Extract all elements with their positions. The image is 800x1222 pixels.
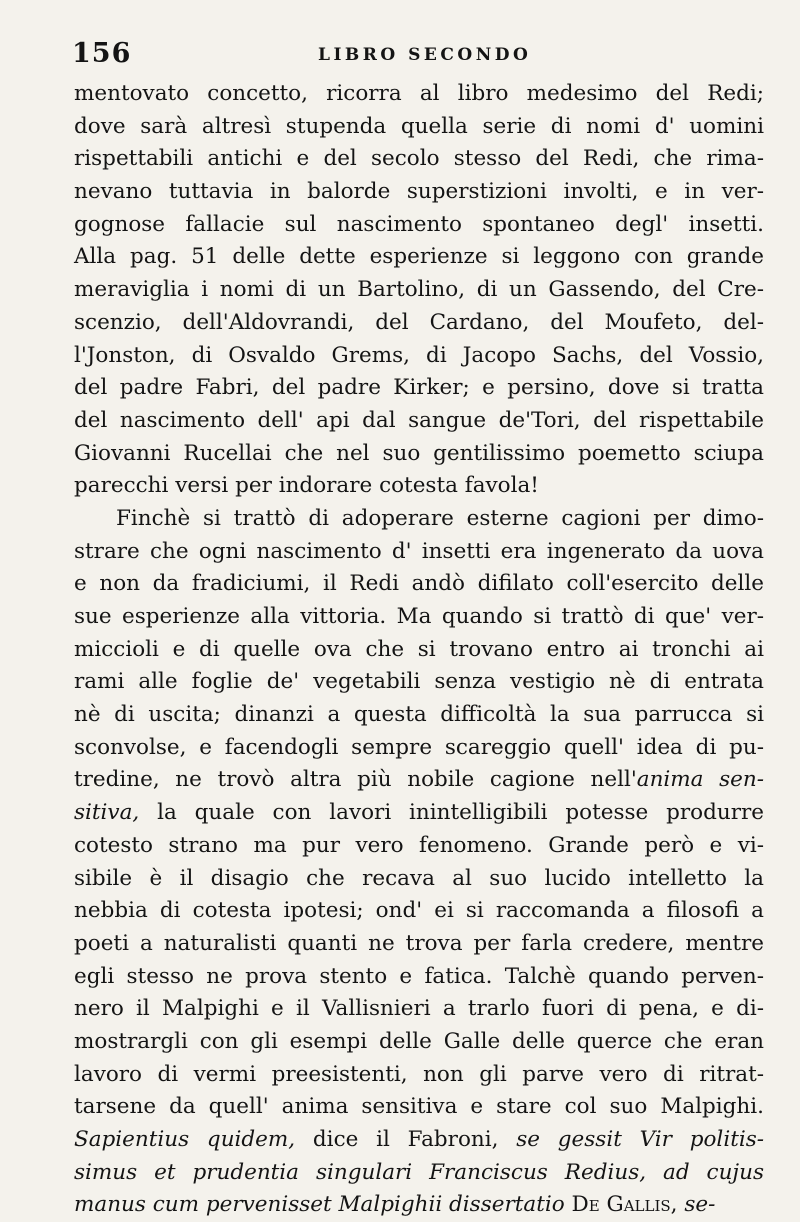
text-line [74,895,764,928]
text-line [74,274,764,307]
text-line [74,1059,764,1092]
text-run: sibile è il disagio che recava al suo lucido intelletto la [74,865,764,891]
text-line [74,372,764,405]
text-run: dice il Fabroni, [295,1127,517,1152]
text-run: tredine, ne trovò altra più nobile cagione nell' [74,767,637,793]
text-line [74,143,764,176]
text-run: Giovanni Rucellai che nel suo gentilissimo poemetto sciupa [74,440,764,466]
body-text [74,78,764,1222]
text-run: scenzio, dell'Aldovrandi, del Cardano, del Moufeto, del- [74,309,764,335]
text-line [74,405,764,438]
text-line [74,1091,764,1124]
text-run: lavoro di vermi preesistenti, non gli parve vero di ritrat- [74,1061,764,1087]
text-line [74,601,764,634]
italic-text: anima sen- [636,767,764,793]
text-line [74,209,764,242]
text-run: nè di uscita; dinanzi a questa difficoltà la sua parrucca si [74,702,764,728]
text-line [74,863,764,896]
text-run: egli stesso ne prova stento e fatica. Talchè quando perven- [74,963,764,989]
text-line [74,993,764,1026]
page-number: 156 [72,38,132,69]
text-run: strare che ogni nascimento d' insetti era ingenerato da uova [74,538,764,564]
text-line [74,797,764,830]
text-run: nevano tuttavia in balorde superstizioni involti, e in ver- [74,179,764,205]
italic-text: se gessit Vir politis- [516,1127,765,1152]
text-run [565,1192,572,1217]
text-run: del nascimento dell' api dal sangue de'Tori, del rispettabile [74,407,764,433]
text-line [74,503,764,536]
text-run: del padre Fabri, del padre Kirker; e persino, dove si tratta [74,375,764,401]
text-run: rami alle foglie de' vegetabili senza vestigio nè di entrata [74,669,764,695]
text-run [646,1160,663,1185]
text-line [74,1157,764,1190]
text-line [74,666,764,699]
text-run: l'Jonston, di Osvaldo Grems, di Jacopo Sachs, del Vossio, [74,342,764,368]
text-run: Alla pag. 51 delle dette esperienze si leggono con grande [74,244,764,270]
text-line [74,470,764,503]
text-run: nero il Malpighi e il Vallisnieri a trarlo fuori di pena, e di- [74,996,764,1022]
text-line [74,438,764,471]
page-header [0,38,800,74]
text-run: Finchè si trattò di adoperare esterne cagioni per dimo- [116,505,764,531]
text-run: gognose fallacie sul nascimento spontaneo degl' insetti. [74,211,764,237]
text-line [74,1026,764,1059]
text-line [74,340,764,373]
text-line [74,536,764,569]
text-line [74,699,764,732]
text-run: sue esperienze alla vittoria. Ma quando si trattò di que' ver- [74,604,764,629]
text-run: miccioli e di quelle ova che si trovano entro ai tronchi ai [74,636,764,662]
text-line [74,1124,764,1157]
text-run: mentovato concetto, ricorra al libro medesimo del Redi; [74,81,764,106]
italic-text: se- [684,1192,716,1218]
text-run: poeti a naturalisti quanti ne trova per farla credere, mentre [74,930,764,956]
text-run: , [670,1192,685,1218]
text-line [74,732,764,765]
text-run: tarsene da quell' anima sensitiva e stare col suo Malpighi. [74,1094,764,1120]
text-line [74,176,764,209]
running-head: LIBRO SECONDO [318,45,532,65]
text-run: meraviglia i nomi di un Bartolino, di un Gassendo, del Cre- [74,277,764,303]
italic-text: Sapientius quidem, [74,1127,296,1152]
italic-text: manus cum pervenisset Malpighii dissertatio [74,1192,565,1218]
text-run: dove sarà altresì stupenda quella serie di nomi d' uomini [74,113,764,139]
text-line [74,568,764,601]
small-caps-text: De Gallis [571,1192,671,1218]
text-line [74,830,764,863]
text-line [74,241,764,274]
italic-text: ad cujus [663,1159,764,1185]
text-line [74,961,764,994]
text-line [74,111,764,144]
text-run: nebbia di cotesta ipotesi; ond' ei si raccomanda a filosofi a [74,898,764,924]
text-run: rispettabili antichi e del secolo stesso del Redi, che rima- [74,146,764,172]
text-line [74,764,764,797]
text-run: e non da fradiciumi, il Redi andò difilato coll'esercito delle [74,571,764,597]
text-line [74,634,764,667]
italic-text: simus et prudentia singulari Franciscus Redius, [74,1159,647,1185]
text-line [74,307,764,340]
text-run: mostrargli con gli esempi delle Galle delle querce che eran [74,1028,764,1054]
text-run: parecchi versi per indorare cotesta favola! [74,473,539,499]
text-line [74,928,764,961]
text-run: sconvolse, e facendogli sempre scareggio quell' idea di pu- [74,734,764,760]
text-run: la quale con lavori inintelligibili potesse produrre [139,800,764,826]
text-line [74,78,764,111]
text-line [74,1189,764,1222]
text-run: cotesto strano ma pur vero fenomeno. Grande però e vi- [74,832,764,858]
italic-text: sitiva, [74,800,140,826]
